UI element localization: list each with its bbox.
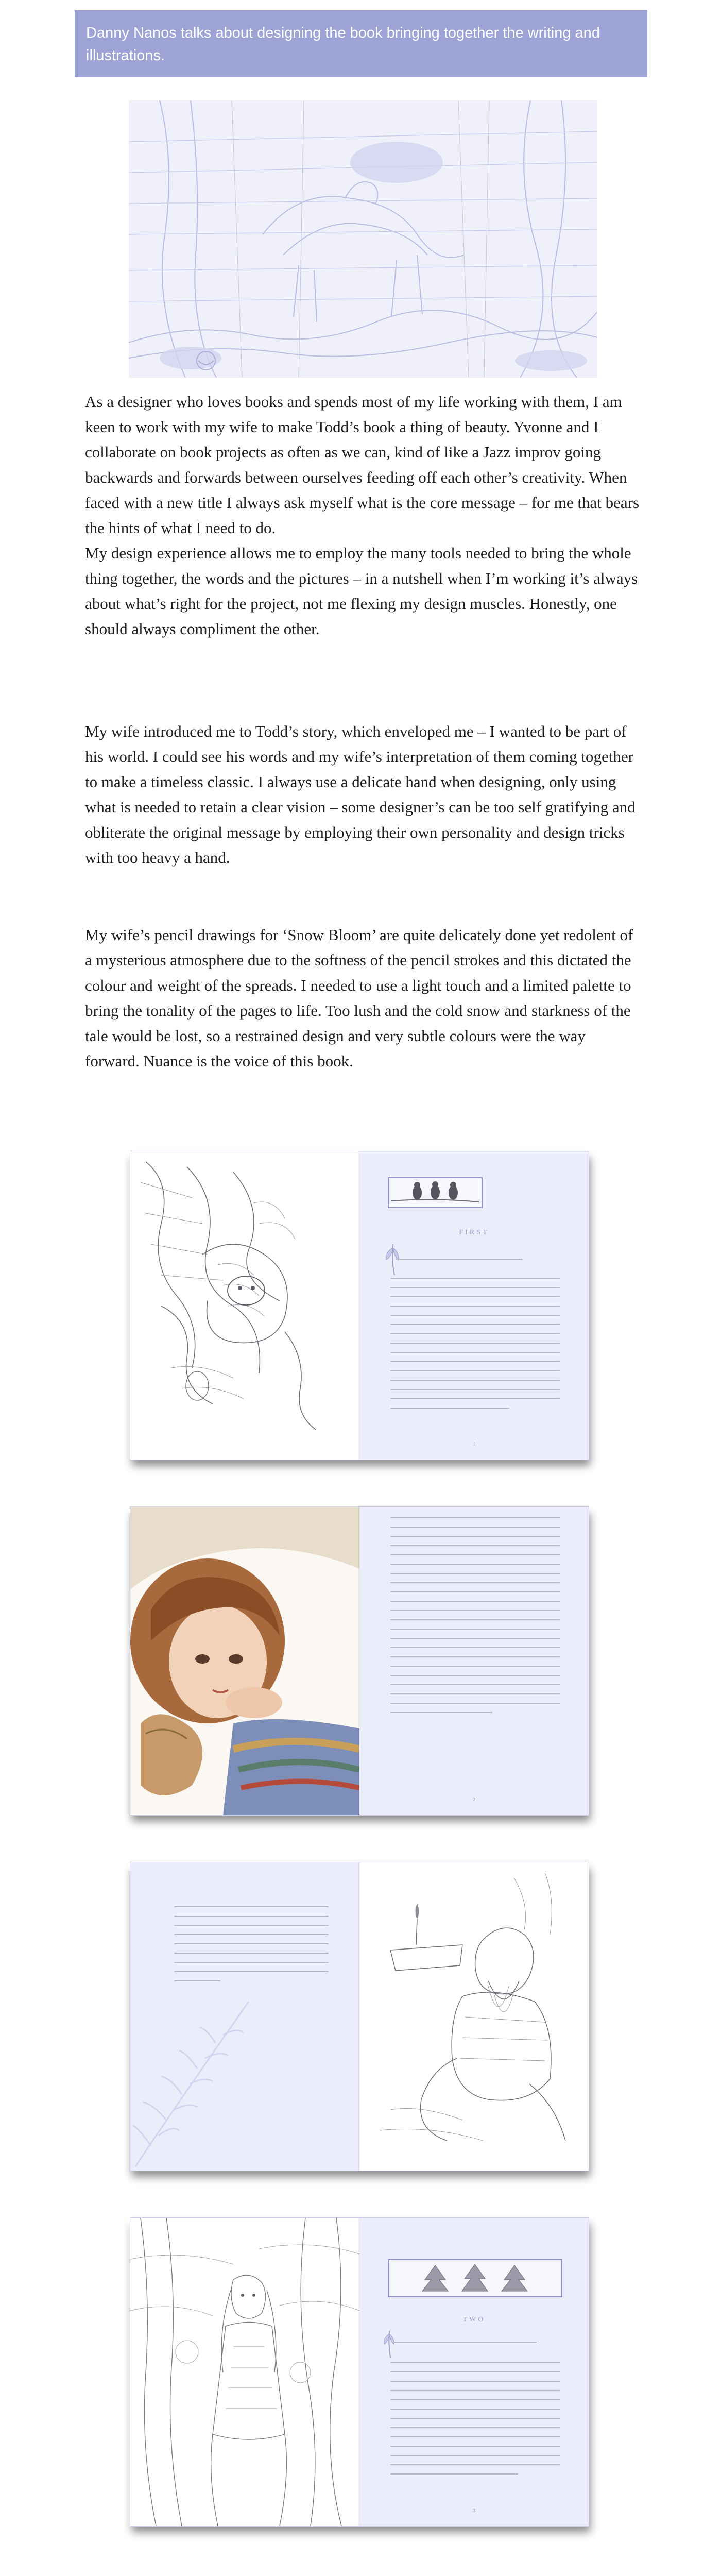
paragraph-1: As a designer who loves books and spends most of my life working with them, I am keen to work with my wife to make Todd’s book a thing of beauty. Yvonne and I collaborate on book projects as often as we can, kind of like a Jazz improv going backwards and forwards between ourselves feeding off each other’s creativity. When faced with a new title I always ask myself what is the core message – for me that bears the hints of what I need to do. bbox=[85, 393, 640, 537]
book-spread-3 bbox=[130, 1862, 589, 2171]
spread-4-left-page bbox=[130, 2218, 359, 2526]
chapter-title-two: TWO bbox=[462, 2316, 486, 2324]
paragraph-3: My wife introduced me to Todd’s story, which enveloped me – I wanted to be part of his world. I could see his words and my wife’s interpretation of them coming together to make a timeless classic. I always use a delicate hand when designing, only using what is needed to retain a clear vision – some designer’s can be too self gratifying and obliterate the original message by employing their own personality and design tricks with too heavy a hand. bbox=[85, 722, 636, 867]
spread-3-left-page bbox=[130, 1862, 359, 2171]
header-banner bbox=[75, 10, 647, 77]
prose-block-1 bbox=[85, 389, 641, 641]
chapter-opening-text bbox=[393, 2342, 553, 2351]
spread-3-body-text bbox=[174, 1906, 329, 1990]
prose-block-3 bbox=[85, 922, 641, 1074]
spread-2-body-text bbox=[390, 1517, 560, 1721]
spread-gutter bbox=[358, 2218, 360, 2526]
spread-1-body-text bbox=[390, 1278, 560, 1417]
book-spread-1 bbox=[130, 1151, 589, 1460]
spread-gutter bbox=[358, 1862, 360, 2171]
book-spread-2 bbox=[130, 1507, 589, 1815]
hero-illustration bbox=[129, 100, 597, 378]
spread-gutter bbox=[358, 1151, 360, 1460]
hero-sketch bbox=[129, 100, 597, 378]
girl-in-forest-sketch bbox=[130, 2218, 359, 2526]
pine-trees-icon bbox=[389, 2260, 561, 2296]
chapter-title-first: FIRST bbox=[459, 1229, 489, 1236]
page-number: 3 bbox=[472, 2507, 476, 2514]
page-number: 2 bbox=[472, 1797, 476, 1803]
crows-on-branch bbox=[389, 1178, 482, 1207]
prose-block-2 bbox=[85, 719, 641, 870]
spread-4-body-text bbox=[390, 2362, 560, 2483]
book-spread-4 bbox=[130, 2218, 589, 2526]
trees-vignette bbox=[388, 2259, 562, 2297]
spread-2-right-page bbox=[359, 1507, 589, 1815]
spread-2-left-page bbox=[130, 1507, 359, 1815]
birds-vignette bbox=[388, 1177, 483, 1208]
spread-gutter bbox=[358, 1507, 360, 1815]
tree-creature-sketch bbox=[130, 1151, 359, 1460]
child-portrait-illustration bbox=[130, 1507, 359, 1815]
header-text: Danny Nanos talks about designing the book bringing together the writing and illustrations. bbox=[86, 25, 600, 64]
spread-1-right-page bbox=[359, 1151, 589, 1460]
page-number: 1 bbox=[472, 1441, 476, 1447]
old-man-with-candle-sketch bbox=[359, 1862, 589, 2171]
chapter-opening-text bbox=[396, 1259, 545, 1268]
fern-leaf-icon bbox=[130, 1991, 264, 2171]
spread-1-left-page bbox=[130, 1151, 359, 1460]
spread-3-right-page bbox=[359, 1862, 589, 2171]
spread-4-right-page bbox=[359, 2218, 589, 2526]
paragraph-2: My design experience allows me to employ the many tools needed to bring the whole thing together, the words and the pictures – in a nutshell when I’m working it’s always about what’s right for the project, not me flexing my design muscles. Honestly, one should always compliment the other. bbox=[85, 544, 638, 638]
paragraph-4: My wife’s pencil drawings for ‘Snow Bloom’ are quite delicately done yet redolent of a mysterious atmosphere due to the softness of the pencil strokes and this dictated the colour and weight of the spreads. I needed to use a light touch and a limited palette to bring the tonality of the pages to life. Too lush and the cold snow and starkness of the tale would be lost, so a restrained design and very subtle colours were the way forward. Nuance is the voice of this book. bbox=[85, 926, 633, 1070]
